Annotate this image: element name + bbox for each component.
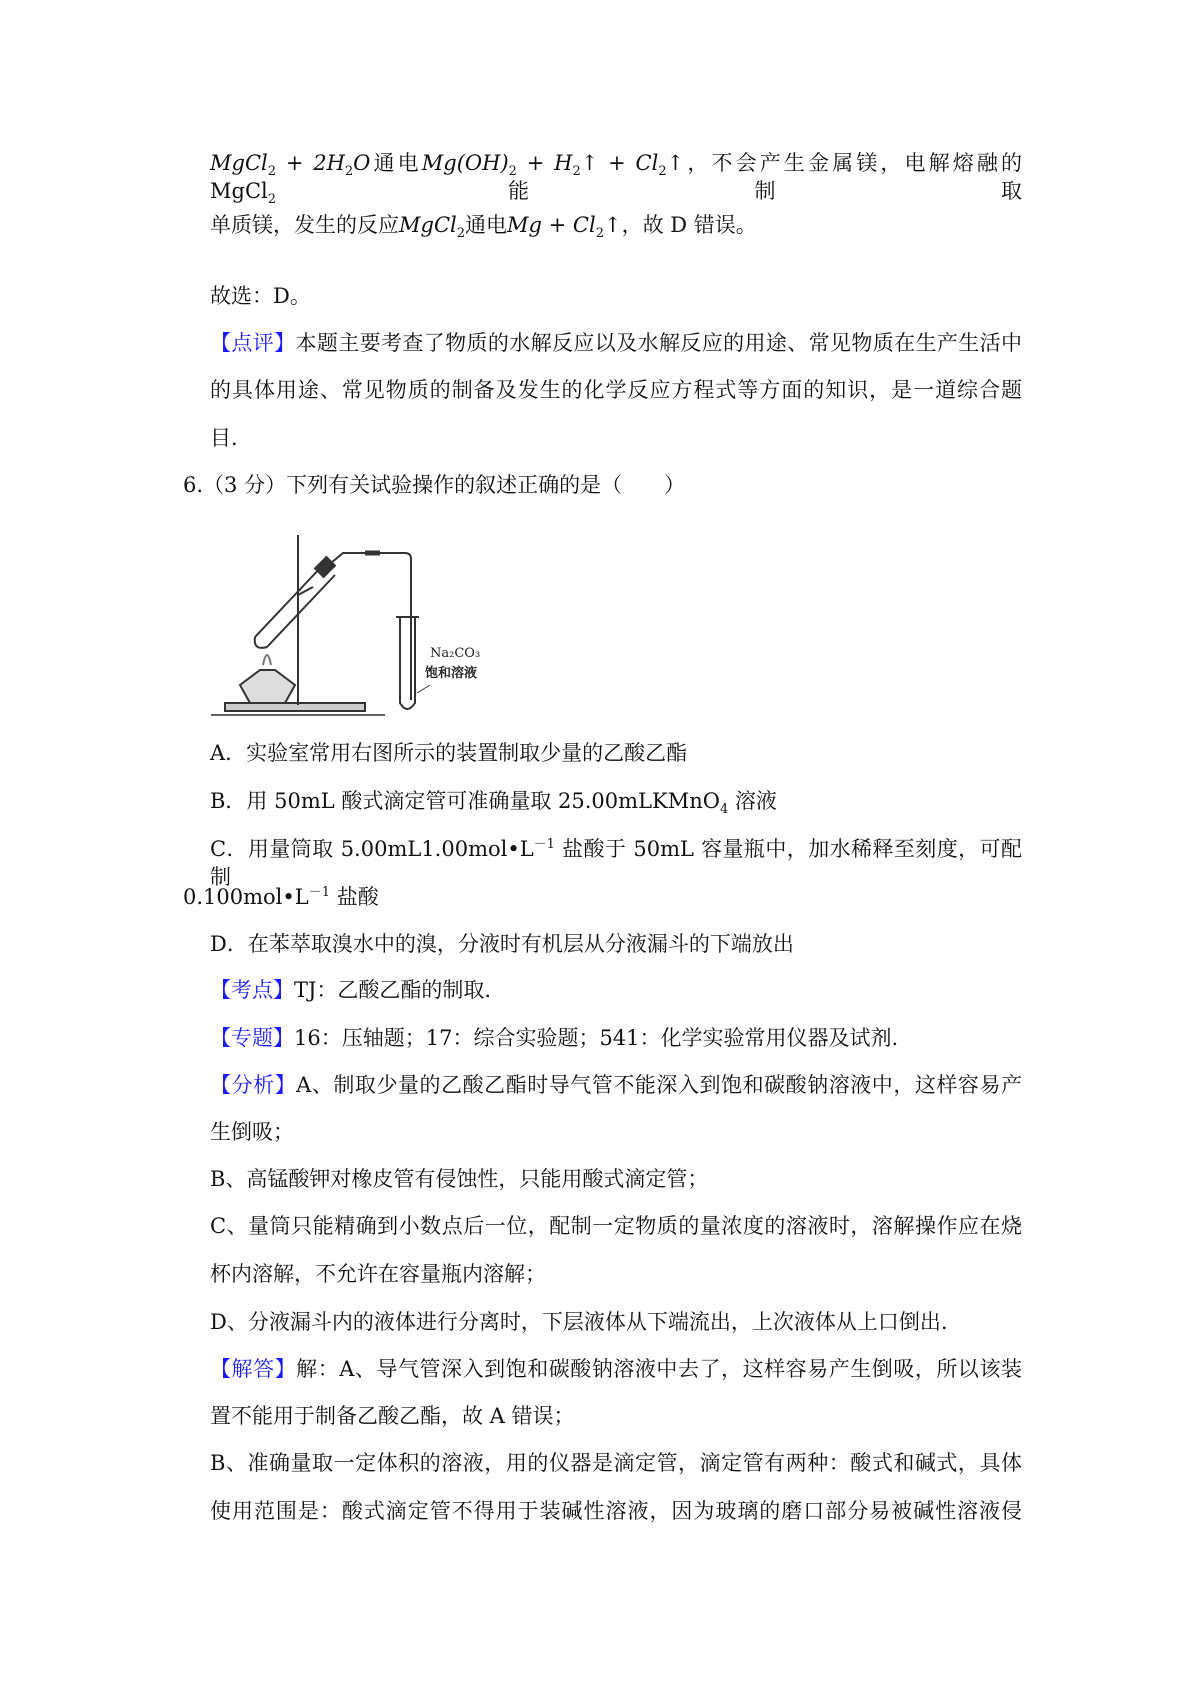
text-segment: A、制取少量的乙酸乙酯时导气管不能深入到饱和碳酸钠溶液中，这样容易产 bbox=[296, 1073, 1023, 1097]
text-segment: 生倒吸； bbox=[210, 1120, 294, 1144]
text-segment: 使用范围是：酸式滴定管不得用于装碱性溶液，因为玻璃的磨口部分易被碱性溶液侵 bbox=[210, 1499, 1022, 1523]
text-line bbox=[210, 787, 1022, 818]
text-segment: ↑，不会产生金属镁，电解熔融的 MgCl bbox=[210, 151, 1022, 203]
text-line bbox=[210, 1497, 1022, 1525]
text-segment: 置不能用于制备乙酸乙酯，故 A 错误； bbox=[210, 1404, 575, 1428]
section-label: 【考点】 bbox=[210, 978, 294, 1002]
superscript: －1 bbox=[533, 837, 555, 852]
text-line bbox=[210, 1165, 1022, 1193]
text-line bbox=[210, 1212, 1022, 1240]
subscript: 2 bbox=[267, 164, 277, 180]
figure-label-formula: Na₂CO₃ bbox=[430, 646, 481, 661]
text-segment: MgCl bbox=[399, 213, 457, 237]
text-segment: Mg + Cl bbox=[507, 213, 596, 237]
text-line bbox=[210, 376, 1022, 404]
text-line bbox=[210, 424, 1022, 452]
text-line bbox=[210, 739, 1022, 767]
section-label: 【点评】 bbox=[210, 331, 296, 355]
text-segment: 故选：D。 bbox=[210, 284, 311, 308]
text-segment: 能制取 bbox=[276, 179, 1022, 203]
text-segment: 盐酸 bbox=[330, 885, 379, 909]
subscript: 2 bbox=[456, 226, 466, 242]
subscript: 2 bbox=[658, 164, 667, 180]
text-segment: + H bbox=[516, 151, 573, 175]
text-line bbox=[210, 1355, 1022, 1383]
text-segment: 通电 bbox=[370, 151, 422, 175]
alcohol-lamp bbox=[240, 670, 295, 703]
text-segment: + 2H bbox=[276, 151, 345, 175]
test-tube-heated bbox=[255, 557, 335, 648]
text-line bbox=[210, 930, 1022, 958]
text-segment: Mg(OH) bbox=[421, 151, 509, 175]
text-segment: 0.100mol•L bbox=[183, 885, 309, 909]
text-line bbox=[210, 976, 1022, 1004]
text-line bbox=[210, 1260, 1022, 1288]
subscript: 2 bbox=[508, 164, 517, 180]
text-segment: 解：A、导气管深入到饱和碳酸钠溶液中去了，这样容易产生倒吸，所以该装 bbox=[296, 1357, 1023, 1381]
receiving-test-tube bbox=[396, 617, 419, 709]
flame bbox=[263, 655, 271, 665]
subscript: 4 bbox=[719, 802, 729, 818]
text-segment: ↑，故 D 错误。 bbox=[603, 213, 757, 237]
text-segment: 16：压轴题；17：综合实验题；541：化学实验常用仪器及试剂. bbox=[294, 1026, 899, 1050]
text-segment: B．用 50mL 酸式滴定管可准确量取 25.00mLKMnO bbox=[210, 789, 720, 813]
text-line bbox=[210, 1071, 1022, 1099]
subscript: 2 bbox=[344, 164, 354, 180]
text-segment: C．用量筒取 5.00mL1.00mol•L bbox=[210, 837, 534, 861]
subscript: 2 bbox=[572, 164, 581, 180]
text-line bbox=[210, 1118, 1022, 1146]
text-segment: D．在苯萃取溴水中的溴，分液时有机层从分液漏斗的下端放出 bbox=[210, 932, 794, 956]
text-segment: B、高锰酸钾对橡皮管有侵蚀性，只能用酸式滴定管； bbox=[210, 1167, 709, 1191]
section-label: 【解答】 bbox=[210, 1357, 297, 1381]
figure-label-solution: 饱和溶液 bbox=[425, 666, 478, 681]
text-segment: 目. bbox=[210, 426, 238, 450]
text-line bbox=[210, 1024, 1022, 1052]
stand-base bbox=[225, 703, 365, 711]
text-segment: 本题主要考查了物质的水解反应以及水解反应的用途、常见物质在生产生活中 bbox=[295, 331, 1022, 355]
text-segment: 溶液 bbox=[728, 789, 777, 813]
text-segment: 6.（3 分）下列有关试验操作的叙述正确的是（ ） bbox=[183, 473, 686, 497]
text-segment: A．实验室常用右图所示的装置制取少量的乙酸乙酯 bbox=[210, 741, 688, 765]
text-line bbox=[210, 835, 1022, 889]
text-line bbox=[210, 1308, 1022, 1336]
text-segment: B、准确量取一定体积的溶液，用的仪器是滴定管，滴定管有两种：酸式和碱式，具体 bbox=[210, 1451, 1022, 1475]
text-segment: C、量筒只能精确到小数点后一位，配制一定物质的量浓度的溶液时，溶解操作应在烧 bbox=[210, 1214, 1022, 1238]
section-label: 【分析】 bbox=[210, 1073, 297, 1097]
text-segment: 单质镁，发生的反应 bbox=[210, 213, 399, 237]
text-line bbox=[210, 1402, 1022, 1430]
text-segment: O bbox=[353, 151, 371, 175]
text-line bbox=[210, 329, 1022, 357]
text-line bbox=[183, 471, 995, 499]
ethyl-acetate-apparatus-figure bbox=[205, 525, 495, 725]
text-segment: D、分液漏斗内的液体进行分离时，下层液体从下端流出，上次液体从上口倒出. bbox=[210, 1310, 948, 1334]
text-line bbox=[183, 883, 995, 911]
text-segment: 盐酸于 50mL 容量瓶中，加水稀释至刻度，可配制 bbox=[210, 837, 1022, 889]
subscript: 2 bbox=[595, 226, 604, 242]
text-segment: 的具体用途、常见物质的制备及发生的化学反应方程式等方面的知识，是一道综合题 bbox=[210, 378, 1022, 402]
text-segment: TJ：乙酸乙酯的制取. bbox=[294, 978, 492, 1002]
text-line bbox=[210, 1449, 1022, 1477]
subscript: 2 bbox=[267, 192, 277, 208]
text-segment: Cl bbox=[635, 151, 659, 175]
text-line bbox=[210, 211, 1022, 242]
superscript: －1 bbox=[308, 885, 331, 900]
text-line bbox=[210, 282, 1022, 310]
text-line bbox=[210, 149, 1022, 208]
text-segment: MgCl bbox=[210, 151, 268, 175]
section-label: 【专题】 bbox=[210, 1026, 294, 1050]
text-segment: ↑ + bbox=[580, 151, 636, 175]
text-segment: 杯内溶解，不允许在容量瓶内溶解； bbox=[210, 1262, 546, 1286]
text-segment: 通电 bbox=[465, 213, 508, 237]
